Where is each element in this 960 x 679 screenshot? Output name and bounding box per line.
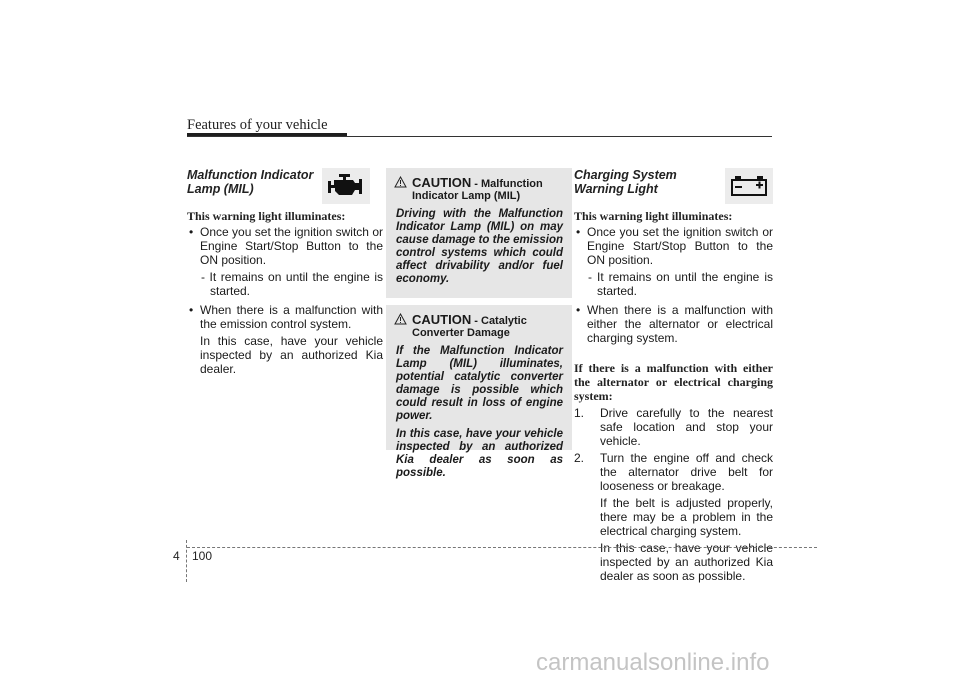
charging-bullet-1: • Once you set the ignition switch or Engine Start/Stop Button to the ON position.	[574, 225, 773, 267]
mil-bullet-2: • When there is a malfunction with the emission control system.	[187, 303, 383, 331]
page-number: 100	[192, 549, 213, 563]
mil-sub-1: - It remains on until the engine is started.	[201, 270, 383, 298]
footer-dashed-rule	[187, 547, 817, 548]
charging-sub-1: - It remains on until the engine is started.	[588, 270, 773, 298]
chapter-number: 4	[173, 549, 180, 563]
header-title: Features of your vehicle	[187, 117, 328, 133]
charging-title: Charging System Warning Light	[574, 168, 677, 196]
charging-step-2-para-2: In this case, have your vehicle inspected by an authorized Kia dealer as soon as possible.	[600, 541, 773, 583]
caution-label: CAUTION	[412, 312, 472, 327]
footer-vertical-rule	[186, 540, 187, 582]
charging-step-2: 2. Turn the engine off and check the alternator drive belt for looseness or breakage.	[574, 451, 773, 493]
watermark: carmanualsonline.info	[536, 649, 770, 676]
charging-lead-2: If there is a malfunction with either the alternator or electrical charging system:	[574, 361, 773, 403]
charging-bullet-2: • When there is a malfunction with either the alternator or electrical charging system.	[574, 303, 773, 345]
charging-step-1: 1. Drive carefully to the nearest safe location and stop your vehicle.	[574, 406, 773, 448]
caution-header	[386, 305, 572, 339]
mil-title: Malfunction Indicator Lamp (MIL)	[187, 168, 314, 196]
mil-bullet-1: • Once you set the ignition switch or Engine Start/Stop Button to the ON position.	[187, 225, 383, 267]
check-engine-icon	[322, 168, 370, 204]
caution-label: CAUTION	[412, 175, 472, 190]
caution-subject: - Malfunction Indicator Lamp (MIL)	[412, 178, 543, 202]
warning-triangle-icon	[394, 176, 407, 191]
warning-triangle-icon	[394, 313, 407, 328]
caution-body-1: If the Malfunction Indicator Lamp (MIL) illuminates, potential catalytic converter damage is possible which could result in loss of engine power.	[396, 345, 563, 422]
mil-lead: This warning light illuminates:	[187, 209, 346, 223]
charging-section	[574, 168, 773, 583]
caution-box-mil	[386, 168, 572, 298]
caution-box-catalytic	[386, 305, 572, 479]
caution-subject: - Catalytic Converter Damage	[412, 315, 527, 339]
mil-para: In this case, have your vehicle inspected by an authorized Kia dealer.	[200, 334, 383, 376]
charging-step-2-para-1: If the belt is adjusted properly, there may be a problem in the electrical charging system.	[600, 496, 773, 538]
charging-lead: This warning light illuminates:	[574, 209, 733, 223]
header-rule	[187, 136, 772, 137]
battery-icon	[725, 168, 773, 204]
caution-header	[386, 168, 572, 202]
caution-body-2: In this case, have your vehicle inspected by an authorized Kia dealer as soon as possible.	[396, 428, 563, 479]
caution-body: Driving with the Malfunction Indicator Lamp (MIL) on may cause damage to the emission control systems which could affect drivability and/or fuel economy.	[396, 208, 563, 285]
